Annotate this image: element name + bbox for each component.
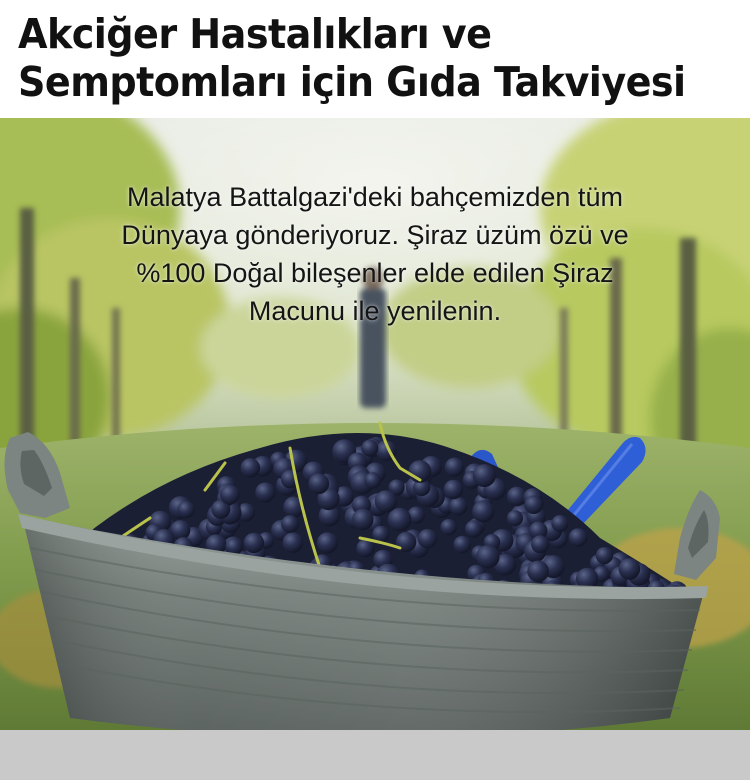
grape-berry (283, 532, 304, 553)
grape-berry (365, 472, 381, 488)
grape-berry (361, 440, 378, 457)
headline-area (0, 0, 750, 118)
grape-berry (445, 458, 464, 477)
headline-line-2: Semptomları için Gıda Takviyesi (18, 58, 686, 106)
grape-berry (281, 515, 299, 533)
promo-caption (20, 178, 730, 330)
grape-berry (178, 501, 195, 518)
footer-band (0, 730, 750, 780)
grape-berry (551, 515, 568, 532)
grape-berry (619, 558, 641, 580)
grape-berry (465, 520, 482, 537)
grape-berry (527, 561, 549, 583)
headline-line-1: Akciğer Hastalıkları ve (18, 10, 492, 58)
grape-berry (596, 547, 613, 564)
grape-berry (472, 501, 494, 523)
grape-berry (317, 532, 338, 553)
grape-berry (418, 529, 437, 548)
grape-berry (396, 532, 416, 552)
grape-berry (375, 490, 397, 512)
grape-berry (449, 497, 467, 515)
grape-berry (388, 508, 412, 532)
headline (18, 10, 688, 106)
grape-berry (220, 485, 240, 505)
caption-line-3: %100 Doğal bileşenler elde edilen Şiraz (136, 258, 614, 288)
grape-berry (308, 473, 329, 494)
grape-berry (524, 496, 543, 515)
grape-berry (476, 545, 499, 568)
grape-berry (255, 482, 275, 502)
caption-line-4: Macunu ile yenilenin. (248, 296, 502, 326)
grape-berry (440, 519, 456, 535)
caption-line-1: Malatya Battalgazi'deki bahçemizden tüm (127, 182, 623, 212)
grape-berry (507, 510, 523, 526)
grape-berry (473, 464, 496, 487)
grape-berry (531, 535, 549, 553)
grape-berry (453, 536, 471, 554)
grape-berry (569, 528, 588, 547)
grape-berry (244, 533, 264, 553)
grape-berry (241, 458, 261, 478)
caption-line-2: Dünyaya gönderiyoruz. Şiraz üzüm özü ve (121, 220, 629, 250)
grape-berry (352, 509, 373, 530)
grape-berry (444, 480, 464, 500)
